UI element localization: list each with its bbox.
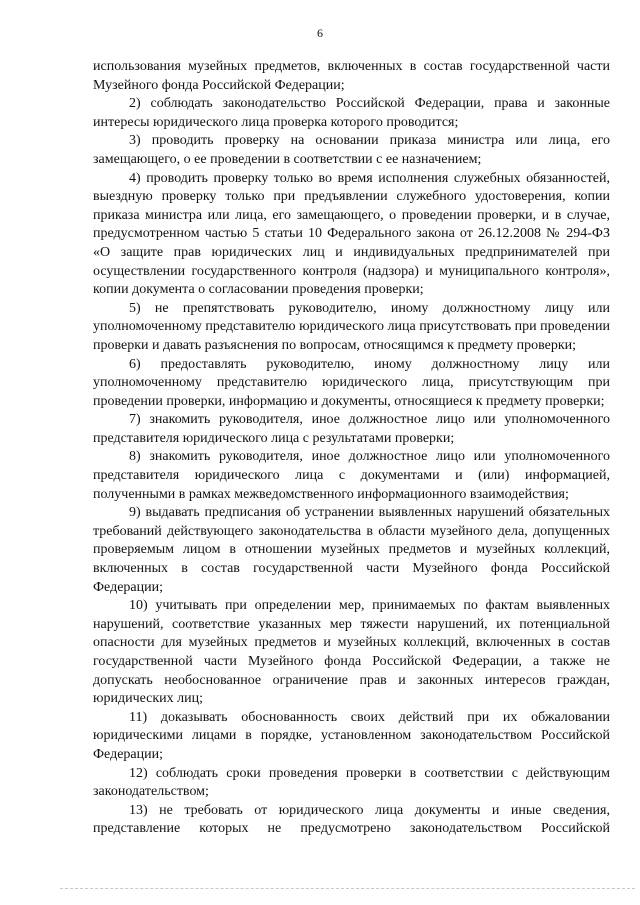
paragraph-item-13: 13) не требовать от юридического лица документы и иные сведения, представление которых не предусмотрено законодательством Российской: [93, 802, 610, 837]
paragraph-item-12: 12) соблюдать сроки проведения проверки в соответствии с действующим законодательством;: [93, 765, 610, 800]
paragraph-item-11: 11) доказывать обоснованность своих действий при их обжаловании юридическими лицами в порядке, установленном законодательством Российской Федерации;: [93, 709, 610, 762]
paragraph-continuation: использования музейных предметов, включенных в состав государственной части Музейного фонда Российской Федерации;: [93, 59, 610, 93]
paragraph-item-7: 7) знакомить руководителя, иное должностное лицо или уполномоченного представителя юридического лица с результатами проверки;: [93, 412, 610, 446]
paragraph-item-10: 10) учитывать при определении мер, принимаемых по фактам выявленных нарушений, соответствие указанных мер тяжести нарушений, их потенциальной опасности для музейных предметов и музейных коллекций, включенных в состав государственной части Музейного фонда Российской Федерации, а также не допускать необоснованное ограничение прав и законных интересов граждан, юридических лиц;: [93, 598, 610, 707]
scan-edge-line: [60, 888, 635, 889]
paragraph-item-4: 4) проводить проверку только во время исполнения служебных обязанностей, выездную проверку только при предъявлении служебного удостоверения, копии приказа министра или лица, его замещающего, о проведении проверки, и в случае, предусмотренном частью 5 статьи 10 Федерального закона от 26.12.2008 № 294-ФЗ «О защите прав юридических лиц и индивидуальных предпринимателей при осуществлении государственного контроля (надзора) и муниципального контроля», копии документа о согласовании проведения проверки;: [93, 170, 610, 298]
document-body: [93, 58, 610, 839]
page-number: 6: [317, 26, 323, 40]
paragraph-item-5: 5) не препятствовать руководителю, иному должностному лицу или уполномоченному представителю юридического лица присутствовать при проведении проверки и давать разъяснения по вопросам, относящимся к предмету проверки;: [93, 300, 610, 353]
paragraph-item-3: 3) проводить проверку на основании приказа министра или лица, его замещающего, о ее проведении в соответствии с ее назначением;: [93, 133, 610, 167]
paragraph-item-8: 8) знакомить руководителя, иное должностное лицо или уполномоченного представителя юридического лица с документами и (или) информацией, полученными в рамках межведомственного информационного взаимодействия;: [93, 449, 610, 502]
paragraph-item-2: 2) соблюдать законодательство Российской Федерации, права и законные интересы юридического лица проверка которого проводится;: [93, 96, 610, 130]
paragraph-item-6: 6) предоставлять руководителю, иному должностному лицу или уполномоченному представителю юридического лица, присутствующим при проведении проверки, информацию и документы, относящиеся к предмету проверки;: [93, 356, 610, 409]
paragraph-item-9: 9) выдавать предписания об устранении выявленных нарушений обязательных требований действующего законодательства в области музейного дела, допущенных проверяемым лицом в отношении музейных предметов и музейных коллекций, включенных в состав государственной части Музейного фонда Российской Федерации;: [93, 505, 610, 595]
